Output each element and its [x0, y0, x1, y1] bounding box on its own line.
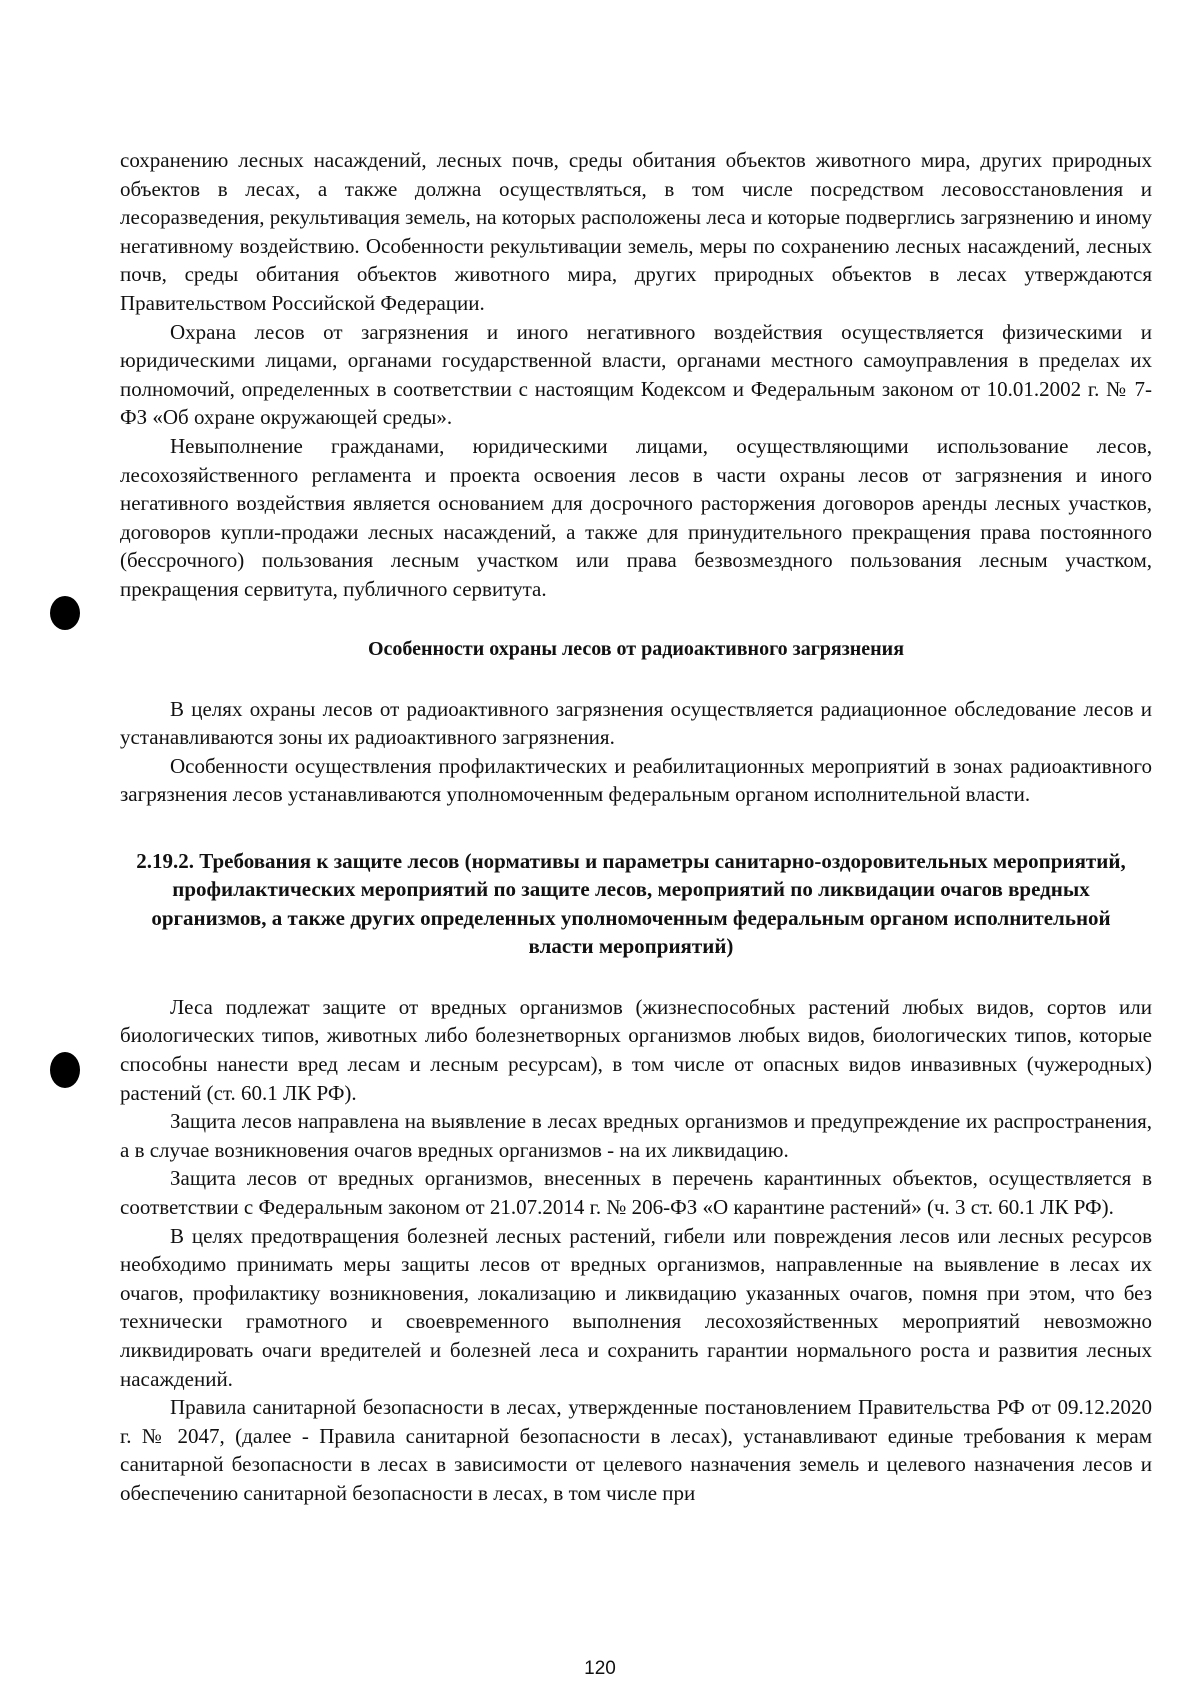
chapter-heading: 2.19.2. Требования к защите лесов (нормативы и параметры санитарно-оздоровительных мероприятий, профилактических мероприятий по защите лесов, мероприятий по ликвидации очагов вредных организмов, а также других определенных уполномоченным федеральным органом исполнительной власти мероприятий) [136, 848, 1126, 959]
punch-hole-top [50, 596, 80, 630]
paragraph: Леса подлежат защите от вредных организмов (жизнеспособных растений любых видов, сортов или биологических типов, животных либо болезнетворных организмов любых видов, биологических типов, которые способны нанести вред лесам и лесным ресурсам), в том числе от опасных видов инвазивных (чужеродных) растений (ст. 60.1 ЛК РФ). [120, 994, 1152, 1105]
section-heading: Особенности охраны лесов от радиоактивного загрязнения [367, 637, 905, 660]
page-content [120, 146, 1152, 1508]
paragraph: Защита лесов от вредных организмов, внесенных в перечень карантинных объектов, осуществляется в соответствии с Федеральным законом от 21.07.2014 г. № 206-ФЗ «О карантине растений» (ч. 3 ст. 60.1 ЛК РФ). [120, 1166, 1152, 1220]
paragraph: Охрана лесов от загрязнения и иного негативного воздействия осуществляется физическими и юридическими лицами, органами государственной власти, органами местного самоуправления в пределах их полномочий, определенных в соответствии с настоящим Кодексом и Федеральным законом от 10.01.2002 г. № 7-ФЗ «Об охране окружающей среды». [120, 319, 1152, 430]
paragraph: В целях охраны лесов от радиоактивного загрязнения осуществляется радиационное обследование лесов и устанавливаются зоны их радиоактивного загрязнения. [120, 696, 1152, 750]
page-number: 120 [584, 1658, 616, 1679]
paragraph: Особенности осуществления профилактических и реабилитационных мероприятий в зонах радиоактивного загрязнения лесов устанавливаются уполномоченным федеральным органом исполнительной власти. [120, 753, 1152, 807]
paragraph: В целях предотвращения болезней лесных растений, гибели или повреждения лесов или лесных ресурсов необходимо принимать меры защиты лесов от вредных организмов, направленные на выявление в лесах их очагов, профилактику возникновения, локализацию и ликвидацию указанных очагов, помня при этом, что без технически грамотного и своевременного выполнения лесохозяйственных мероприятий невозможно ликвидировать очаги вредителей и болезней леса и сохранить гарантии нормального роста и развития лесных насаждений. [120, 1223, 1152, 1391]
paragraph: сохранению лесных насаждений, лесных почв, среды обитания объектов животного мира, других природных объектов в лесах, а также должна осуществляться, в том числе посредством лесовосстановления и лесоразведения, рекультивация земель, на которых расположены леса и которые подверглись загрязнению и иному негативному воздействию. Особенности рекультивации земель, меры по сохранению лесных насаждений, лесных почв, среды обитания объектов животного мира, других природных объектов в лесах утверждаются Правительством Российской Федерации. [120, 148, 1152, 315]
paragraph: Правила санитарной безопасности в лесах, утвержденные постановлением Правительства РФ от 09.12.2020 г. № 2047, (далее - Правила санитарной безопасности в лесах), устанавливают единые требования к мерам санитарной безопасности в лесах в зависимости от целевого назначения земель и целевого назначения лесов и обеспечению санитарной безопасности в лесах, в том числе при [120, 1395, 1152, 1505]
punch-hole-bottom [50, 1052, 80, 1088]
paragraph: Защита лесов направлена на выявление в лесах вредных организмов и предупреждение их распространения, а в случае возникновения очагов вредных организмов - на их ликвидацию. [120, 1109, 1152, 1162]
paragraph: Невыполнение гражданами, юридическими лицами, осуществляющими использование лесов, лесохозяйственного регламента и проекта освоения лесов в части охраны лесов от загрязнения и иного негативного воздействия является основанием для досрочного расторжения договоров аренды лесных участков, договоров купли-продажи лесных насаждений, а также для принудительного прекращения права постоянного (бессрочного) пользования лесным участком или права безвозмездного пользования лесным участком, прекращения сервитута, публичного сервитута. [120, 433, 1152, 601]
